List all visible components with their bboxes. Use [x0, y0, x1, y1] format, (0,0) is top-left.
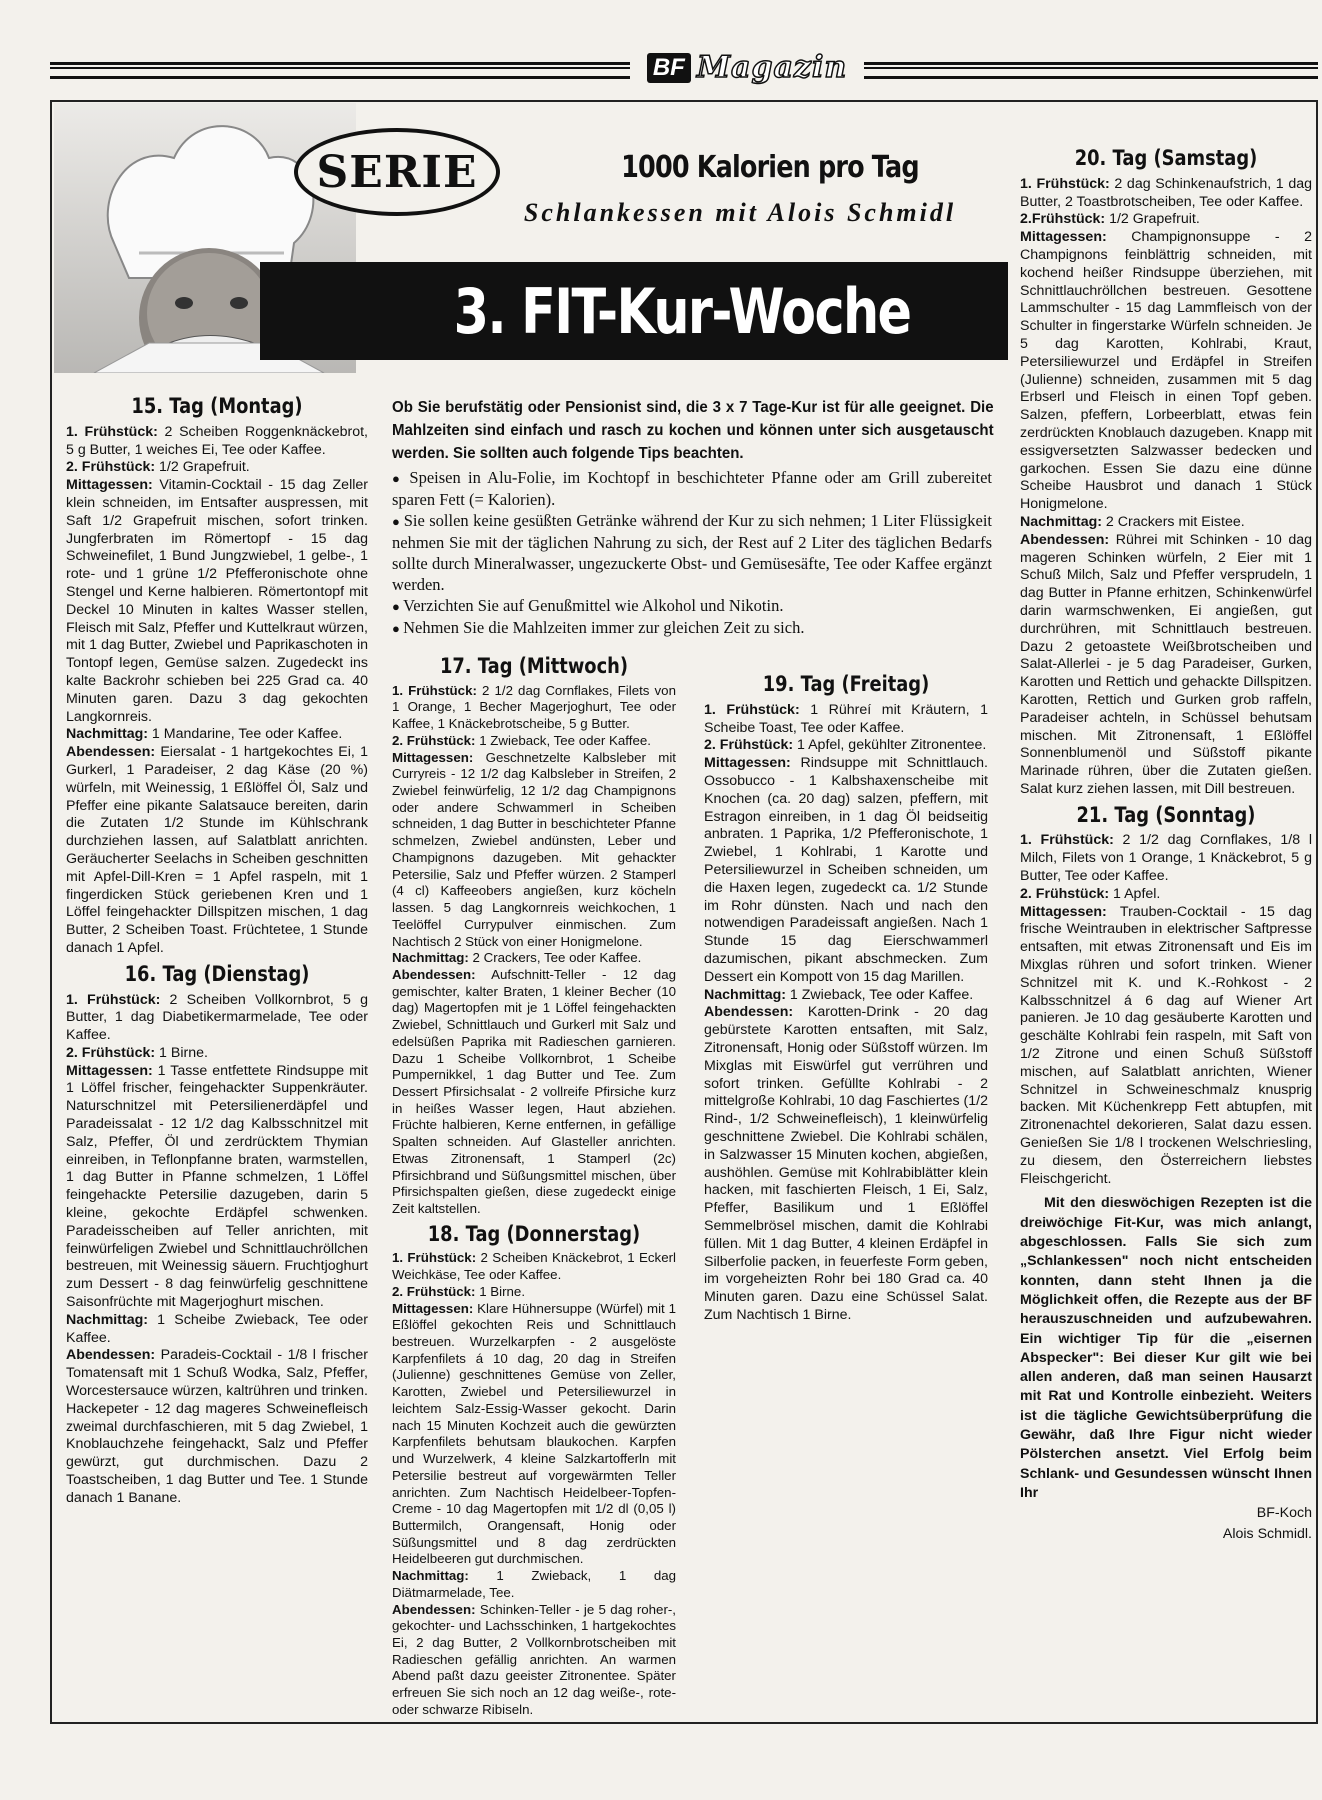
closing-text: Mit den dieswöchigen Rezepten ist die dreiwöchige Fit-Kur, was mich anlangt, abgeschlossen. Falls Sie sich zum „Schlankessen" noch nicht entscheiden konnten, dann steht Ihnen ja die Möglichkeit offen, die Rezepte aus der BF herauszuschneiden und aufzubewahren. Ein wichtiger Tip für die „eisernen Abspecker": Bei dieser Kur gilt wie bei allen anderen, daß man seinen Hausarzt mit Rat und Kontrolle einbezieht. Weiters ist die tägliche Gewichtsüberprüfung die Gewähr, daß Ihre Figur nicht wieder Pölsterchen ansetzt. Viel Erfolg beim Schlank- und Gesundessen wünscht Ihnen Ihr: [1020, 1195, 1312, 1501]
meal-text: 2 1/2 dag Cornflakes, 1/8 l Milch, Filets von 1 Orange, 1 Knäckebrot, 5 g Butter, Tee oder Kaffee.: [1020, 832, 1312, 885]
meal-label: 2. Frühstück:: [66, 459, 156, 476]
meal-label: Mittagessen:: [1020, 903, 1107, 920]
meal-text: 1 Birne.: [475, 1283, 526, 1299]
meal-text: 2 Scheiben Roggenknäckebrot, 5 g Butter, 1 weiches Ei, Tee oder Kaffee.: [66, 423, 368, 458]
day-title: 15. Tag (Montag): [131, 394, 303, 418]
magazine-logo: [636, 52, 858, 84]
meal-entry: [66, 1045, 368, 1063]
meal-entry: [66, 744, 368, 958]
meal-label: 2. Frühstück:: [1020, 885, 1110, 902]
day-18: [392, 1221, 676, 1719]
meal-entry: [392, 1568, 676, 1601]
meal-entry: [66, 459, 368, 477]
day-title: 19. Tag (Freitag): [762, 672, 930, 696]
signature-role: BF-Koch: [1256, 1505, 1312, 1522]
meal-text: Trauben-Cocktail - 15 dag frische Weintrauben in elektrischer Saftpresse entsaften, mit etwas Zitronensaft und Eis im Mixglas rühren und sofort trinken. Wiener Schnitzel mit K. und K.-Rohkost - 2 Kalbsschnitzel á 6 dag auf Wiener Art panieren. Je 10 dag gesäuberte Karotten und geschälte Kohlrabi fein raspeln, mit Saft von 1/2 Zitrone und einen Schuß Süßstoff mischen, auf Salatblatt anrichten, Wiener Schnitzel in Schweineschmalz knusprig backen. Mit Küchenkrepp Fett abtupfen, mit Zitronenachtel dekorieren, Salat dazu essen. Genießen Sie 1/8 l trockenen Welschriesling, zu diesem, den Österreichern liebstes Fleischgericht.: [1020, 903, 1312, 1187]
masthead: [50, 52, 1318, 84]
meal-text: 1 Rühreí mit Kräutern, 1 Scheibe Toast, Tee oder Kaffee.: [704, 701, 988, 736]
serie-badge-text: SERIE: [316, 146, 478, 198]
meal-text: 1 Apfel.: [1109, 885, 1161, 902]
meal-text: 2 Scheiben Vollkornbrot, 5 g Butter, 1 dag Diabetikermarmelade, Tee oder Kaffee.: [66, 991, 368, 1044]
meal-text: 1 Zwieback, Tee oder Kaffee.: [785, 986, 974, 1003]
meal-text: Rührei mit Schinken - 10 dag mageren Schinken würfeln, 2 Eier mit 1 Schuß Milch, Salz und Pfeffer versprudeln, 1 dag Butter in Pfanne erhitzen, Schinkenwürfel darin warmschwenken, Ei angießen, gut durchrühren, mit Schnittlauch bestreuen. Dazu 2 getoastete Weißbrotscheiben und Salat-Allerlei - je 5 dag Paradeiser, Gurken, Karotten und Rettich und gehackte Dillspitzen. Karotten, Rettich und Gurken grob raffeln, Paradeiser achteln, in Schüssel behutsam mischen. Mit Zitronensaft, 1 Eßlöffel Sonnenblumenöl und Süßstoff pikante Marinade rühren, über die Zutaten gießen. Salat kurz ziehen lassen, mit Dill bestreuen.: [1020, 531, 1312, 797]
meal-entry: [392, 1284, 676, 1301]
meal-label: 1. Frühstück:: [1020, 832, 1114, 849]
day-15: [66, 394, 368, 958]
meal-entry: [392, 750, 676, 951]
masthead-rule-left: [50, 62, 630, 79]
meal-label: Nachmittag:: [704, 986, 786, 1003]
meal-text: 2 Crackers, Tee oder Kaffee.: [468, 950, 642, 966]
meal-label: Abendessen:: [66, 1347, 156, 1364]
meal-text: 1/2 Grapefruit.: [155, 459, 250, 476]
meal-label: Mittagessen:: [66, 477, 153, 494]
meal-text: 2 1/2 dag Cornflakes, Filets von 1 Orange, 1 Becher Magerjoghurt, Tee oder Kaffee, 1 Knäckebrotscheibe, 5 g Butter.: [392, 682, 676, 732]
meal-label: Abendessen:: [1020, 531, 1110, 548]
meal-label: Abendessen:: [392, 966, 476, 982]
meal-entry: [392, 733, 676, 750]
column-2: [392, 650, 676, 1719]
meal-label: 2. Frühstück:: [392, 732, 476, 748]
meal-entry: [704, 702, 988, 738]
meal-label: 2. Frühstück:: [704, 737, 794, 754]
intro: [392, 396, 992, 639]
meal-text: 1 Scheibe Zwieback, Tee oder Kaffee.: [66, 1311, 368, 1346]
meal-label: Nachmittag:: [1020, 513, 1102, 530]
day-title: 20. Tag (Samstag): [1074, 146, 1258, 170]
meal-text: Champignonsuppe - 2 Champignons feinblättrig schneiden, mit kochend heißer Rindsuppe überziehen, mit Schnittlauchröllchen bestreuen. Gesottene Lammschulter - 15 dag Lammfleisch von der Schulter in fingerstarke Würfeln schneiden. Je 5 dag Karotten, Kohlrabi, Kraut, Petersiliewurzel und Erdäpfel in Streifen (Julienne) schneiden, zusammen mit 5 dag Erbserl und Fleisch in einen Topf geben. Salzen, pfeffern, Lorbeerblatt, etwas fein zerdrückten Knoblauch dazugeben. Knapp mit essigversetzten Salzwasser bedecken und garkochen. Essen Sie dazu eine dünne Scheibe Hausbrot und danach 1 Stück Honigmelone.: [1020, 229, 1312, 513]
masthead-rule-right: [864, 62, 1318, 79]
meal-entry: [704, 1004, 988, 1324]
meal-text: 1 Mandarine, Tee oder Kaffee.: [147, 726, 343, 743]
week-title: 3. FIT-Kur-Woche: [453, 274, 911, 348]
meal-entry: [66, 992, 368, 1045]
day-title: 18. Tag (Donnerstag): [427, 1221, 641, 1246]
meal-text: 1 Zwieback, Tee oder Kaffee.: [475, 732, 651, 748]
meal-entry: [392, 683, 676, 733]
day-21: [1020, 802, 1312, 1189]
signature-name: Alois Schmidl.: [1222, 1526, 1312, 1543]
meal-entry: [704, 737, 988, 755]
meal-label: Mittagessen:: [1020, 229, 1107, 246]
meal-label: 1. Frühstück:: [1020, 175, 1110, 192]
meal-text: 1 Tasse entfettete Rindsuppe mit 1 Löffel frischer, feingehackter Suppenkräuter. Naturschnitzel mit Petersilienerdäpfel und Paradeissalat - 12 1/2 dag Kalbsschnitzel mit Salz, Pfeffer, Öl und zerdrücktem Thymian einreiben, in Teflonpfanne braten, warmstellen, 1 dag Butter in Pfanne schmelzen, 1 Löffel feingehackte Petersilie dazugeben, darin 5 kleine, gekochte Erdäpfel schwenken. Paradeisscheiben auf Teller anrichten, mit feinwürfeligen Zwiebel und Schnittlauchröllchen bestreuen, mit Weinessig säuern. Fruchtjoghurt zum Dessert - 8 dag feinwürfelig geschnittene Saisonfrüchte mit Magerjoghurt mischen.: [66, 1062, 368, 1311]
meal-label: Mittagessen:: [392, 749, 474, 765]
day-17: [392, 654, 676, 1218]
meal-label: Nachmittag:: [66, 726, 148, 743]
meal-entry: [392, 950, 676, 967]
meal-entry: [1020, 176, 1312, 212]
tip-1: ● Speisen in Alu-Folie, im Kochtopf in beschichteter Pfanne oder am Grill zubereitet sparen Fett (= Kalorien).: [392, 467, 992, 510]
meal-label: Mittagessen:: [704, 755, 791, 772]
meal-label: Abendessen:: [66, 744, 156, 761]
meal-label: 1. Frühstück:: [704, 701, 800, 718]
meal-text: 2 Scheiben Knäckebrot, 1 Eckerl Weichkäse, Tee oder Kaffee.: [392, 1250, 676, 1283]
meal-entry: [66, 1347, 368, 1507]
logo-bf: BF: [647, 53, 691, 83]
meal-entry: [66, 477, 368, 726]
meal-label: 2. Frühstück:: [392, 1283, 476, 1299]
meal-label: 1. Frühstück:: [66, 991, 161, 1008]
meal-text: 1 Birne.: [155, 1044, 208, 1061]
day-title: 16. Tag (Dienstag): [124, 961, 310, 986]
meal-label: Nachmittag:: [392, 1568, 469, 1584]
meal-label: 2.Frühstück:: [1020, 211, 1106, 228]
column-4: [1020, 142, 1312, 1545]
meal-text: Geschnetzelte Kalbsleber mit Curryreis - 12 1/2 dag Kalbsleber in Streifen, 2 Zwiebel feinwürfelig, 12 1/2 dag Champignons oder andere Schwammerl in Scheiben schneiden, 1 dag Butter in beschichteter Pfanne schmelzen, Zwiebel andünsten, Leber und Champignons dazugeben. Mit gehackter Petersilie, Salz und Pfeffer würzen. 2 Stamperl (4 cl) Kaffeeobers angießen, kurz köcheln lassen. 5 dag Langkornreis weichkochen, 1 Teelöffel Currypulver einmischen. Zum Nachtisch 2 Stück von einer Honigmelone.: [392, 749, 676, 949]
day-16: [66, 961, 368, 1508]
meal-entry: [66, 1063, 368, 1312]
tip-3: ● Verzichten Sie auf Genußmittel wie Alkohol und Nikotin.: [392, 595, 992, 617]
logo-magazin: Magazin: [696, 50, 848, 85]
meal-text: 2 Crackers mit Eistee.: [1101, 513, 1245, 530]
meal-entry: [392, 967, 676, 1218]
series-title: 1000 Kalorien pro Tag: [621, 150, 919, 185]
tip-2: ● Sie sollen keine gesüßten Getränke während der Kur zu sich nehmen; 1 Liter Flüssigkeit nehmen Sie mit der täglichen Nahrung zu sich, der Rest auf 2 Liter des täglichen Bedarfs sollte durch Mineralwasser, ungezuckerte Obst- und Gemüsesäfte, Tee oder Kaffee ergänzt werden.: [392, 510, 992, 595]
meal-label: 1. Frühstück:: [392, 682, 477, 698]
meal-label: Nachmittag:: [392, 950, 469, 966]
meal-entry: [392, 1301, 676, 1569]
meal-entry: [1020, 832, 1312, 885]
column-1: [66, 390, 368, 1508]
intro-lead: Ob Sie berufstätig oder Pensionist sind, die 3 x 7 Tage-Kur ist für alle geeignet. Die Mahlzeiten sind einfach und rasch zu kochen und können unter sich ausgetauscht werden. Sie sollten auch folgende Tips beachten.: [392, 399, 994, 462]
meal-entry: [1020, 514, 1312, 532]
meal-label: Abendessen:: [392, 1601, 476, 1617]
meal-label: Nachmittag:: [66, 1311, 148, 1328]
meal-entry: [1020, 532, 1312, 799]
meal-entry: [66, 1312, 368, 1348]
meal-entry: [704, 755, 988, 986]
meal-entry: [392, 1602, 676, 1719]
meal-text: Paradeis-Cocktail - 1/8 l frischer Tomatensaft mit 1 Schuß Wodka, Salz, Pfeffer, Worcestersauce würzen, kaltrühren und trinken. Hackepeter - 12 dag mageres Schweinefleisch zweimal durchfaschieren, mit 5 dag Zwiebel, 1 Knoblauchzehe feingehackt, Salz und Pfeffer gewürzt, gut durchmischen. Dazu 2 Toastscheiben, 1 dag Butter und Tee. 1 Stunde danach 1 Banane.: [66, 1347, 368, 1506]
meal-label: 1. Frühstück:: [66, 423, 158, 440]
meal-text: Rindsuppe mit Schnittlauch. Ossobucco - 1 Kalbshaxenscheibe mit Knochen (ca. 20 dag) salzen, pfeffern, mit Estragon einreiben, in 1 dag Öl beidseitig anbraten. 1 Paprika, 1/2 Pfefferonischote, 1 Zwiebel, 1 Kohlrabi, 1 Karotte und Petersiliewurzel in Scheiben schneiden, um die Haxen legen, zugedeckt ca. 1/2 Stunde im Rohr dünsten. Nach und nach den notwendigen Paradeissaft angießen. Nach 1 Stunde 15 dag Eierschwammerl dazumischen, pikant abschmecken. Zum Dessert ein Kompott von 15 dag Marillen.: [704, 755, 988, 985]
meal-entry: [66, 726, 368, 744]
meal-entry: [1020, 211, 1312, 229]
meal-text: Eiersalat - 1 hartgekochtes Ei, 1 Gurkerl, 1 Paradeiser, 2 dag Käse (20 %) würfeln, mit Weinessig, 1 Eßlöffel Öl, Salz und Pfeffer eine pikante Salatsauce bereiten, darin die Zutaten 1/2 Stunde im Kühlschrank durchziehen lassen, auf Salatblatt anrichten. Geräucherter Seelachs in Scheiben geschnitten mit Apfel-Dill-Kren = 1 Apfel raspeln, mit 1 fingerdicken Stück geriebenen Kren und 1 Löffel feingehackter Dillspitzen mischen, 1 dag Butter, 2 Scheiben Toast. Früchtetee, 1 Stunde danach 1 Apfel.: [66, 744, 368, 956]
meal-entry: [704, 987, 988, 1005]
day-title: 21. Tag (Sonntag): [1076, 802, 1256, 827]
meal-label: Mittagessen:: [66, 1062, 153, 1079]
meal-text: Vitamin-Cocktail - 15 dag Zeller klein schneiden, im Entsafter auspressen, mit Saft 1/2 Grapefruit mischen, sofort trinken. Jungferbraten im Römertopf - 15 dag Schweinefilet, 1 Bund Jungzwiebel, 1 gelbe-, 1 rote- und 1 grüne 1/2 Pfefferonischote ohne Stengel und Kerne halbieren. Römertontopf mit Deckel 10 Minuten in kaltes Wasser stellen, Fleisch mit Salz, Pfeffer und Kuttelkraut würzen, mit 1 dag Butter, Zwiebel und Paprikaschoten in Tontopf legen, Gemüse salzen. Zugedeckt ins kalte Backrohr schieben bei 225 Grad ca. 40 Minuten garen. Dazu 3 dag gekochten Langkornreis.: [66, 477, 368, 725]
series-subtitle: Schlankessen mit Alois Schmidl: [523, 198, 957, 227]
meal-text: Karotten-Drink - 20 dag gebürstete Karotten entsaften, mit Salz, Zitronensaft, Honig oder Süßstoff würzen. Im Mixglas mit Eiswürfel gut verrühren und sofort trinken. Gefüllte Kohlrabi - 2 mittelgroße Kohlrabi, 10 dag Faschiertes (1/2 Rind-, 1/2 Schweinefleisch), 1 kleinwürfelig geschnittene Zwiebel. Die Kohlrabi schälen, in Salzwasser 15 Minuten kochen, abgießen, aushöhlen. Gemüse mit Kohlrabiblätter klein hacken, mit faschierten Fleisch, 1 Ei, Salz, Pfeffer, Basilikum und 1 Eßlöffel Semmelbrösel mischen, damit die Kohlrabi füllen. Mit 1 dag Butter, 4 kleinen Erdäpfel in Silberfolie packen, in feuerfeste Form geben, im vorgeheizten Rohr bei 180 Grad ca. 40 Minuten garen. Dazu eine Schüssel Salat. Zum Nachtisch 1 Birne.: [704, 1004, 988, 1323]
meal-label: Abendessen:: [704, 1004, 794, 1021]
meal-label: 1. Frühstück:: [392, 1250, 477, 1266]
day-19: [704, 672, 988, 1325]
meal-text: 1 Apfel, gekühlter Zitronentee.: [793, 737, 987, 754]
meal-text: Klare Hühnersuppe (Würfel) mit 1 Eßlöffel gekochten Reis und Schnittlauch bestreuen. Wurzelkarpfen - 2 ausgelöste Karpfenfilets á 10 dag, 20 dag in Streifen (Julienne) geschnittenes Gemüse von Zeller, Karotten, Zwiebel und Petersiliewurzel in leichtem Salz-Essig-Wasser gekocht. Darin nach 15 Minuten Kochzeit auch die gewürzten Karpfenfilets behutsam blaukochen. Karpfen und Wurzelwerk, 4 kleine Salzkartofferln mit Petersilie bestreut auf vorgewärmten Teller anrichten. Zum Nachtisch Heidelbeer-Topfen-Creme - 10 dag Magertopfen mit 1/2 dl (0,05 l) Buttermilch, Orangensaft, Honig oder Süßungsmittel und 8 dag zerdrückten Heidelbeeren gut durchmischen.: [392, 1300, 676, 1567]
meal-label: 2. Frühstück:: [66, 1044, 156, 1061]
meal-text: 2 dag Schinkenaufstrich, 1 dag Butter, 2 Toastbrotscheiben, Tee oder Kaffee.: [1020, 175, 1312, 210]
meal-label: Mittagessen:: [392, 1300, 474, 1316]
meal-text: Schinken-Teller - je 5 dag roher-, gekochter- und Lachsschinken, 1 hartgekochtes Ei, 2 dag Butter, 2 Vollkornbrotscheiben mit Radieschen gefällig anrichten. An warmen Abend paßt dazu geeister Zitronentee. Später erfreuen Sie sich noch an 12 dag weiße-, rote- oder schwarze Ribiseln.: [392, 1601, 676, 1717]
day-20: [1020, 146, 1312, 799]
meal-text: 1/2 Grapefruit.: [1105, 211, 1200, 228]
serie-badge: [294, 128, 500, 216]
tip-4: ● Nehmen Sie die Mahlzeiten immer zur gleichen Zeit zu sich.: [392, 617, 992, 639]
meal-entry: [1020, 904, 1312, 1189]
day-title: 17. Tag (Mittwoch): [439, 654, 629, 678]
meal-text: Aufschnitt-Teller - 12 dag gemischter, kalter Braten, 1 kleiner Becher (10 dag) Magertopfen mit je 1 Löffel feingehackten Zwiebel, Schnittlauch und Gurkerl mit Salz und edelsüßen Paprika mit Radieschen garnieren. Dazu 1 Scheibe Vollkornbrot, 1 Scheibe Pumpernikkel, 1 dag Butter und Tee. Zum Dessert Pfirsichsalat - 2 vollreife Pfirsiche kurz in heißes Wasser legen, Haut abziehen. Früchte halbieren, Kerne entfernen, in gefällige Spalten schneiden. Auf Glasteller anrichten. Etwas Zitronensaft, 1 Stamperl (2c) Pfirsichbrand und Süßungsmittel mischen, über Pfirsichspalten gießen, diese zugedeckt einige Zeit kaltstellen.: [392, 966, 676, 1216]
meal-text: 1 Zwieback, 1 dag Diätmarmelade, Tee.: [392, 1568, 676, 1600]
meal-entry: [1020, 886, 1312, 904]
meal-entry: [392, 1250, 676, 1283]
meal-entry: [66, 424, 368, 460]
column-3: [704, 668, 988, 1325]
meal-entry: [1020, 229, 1312, 514]
